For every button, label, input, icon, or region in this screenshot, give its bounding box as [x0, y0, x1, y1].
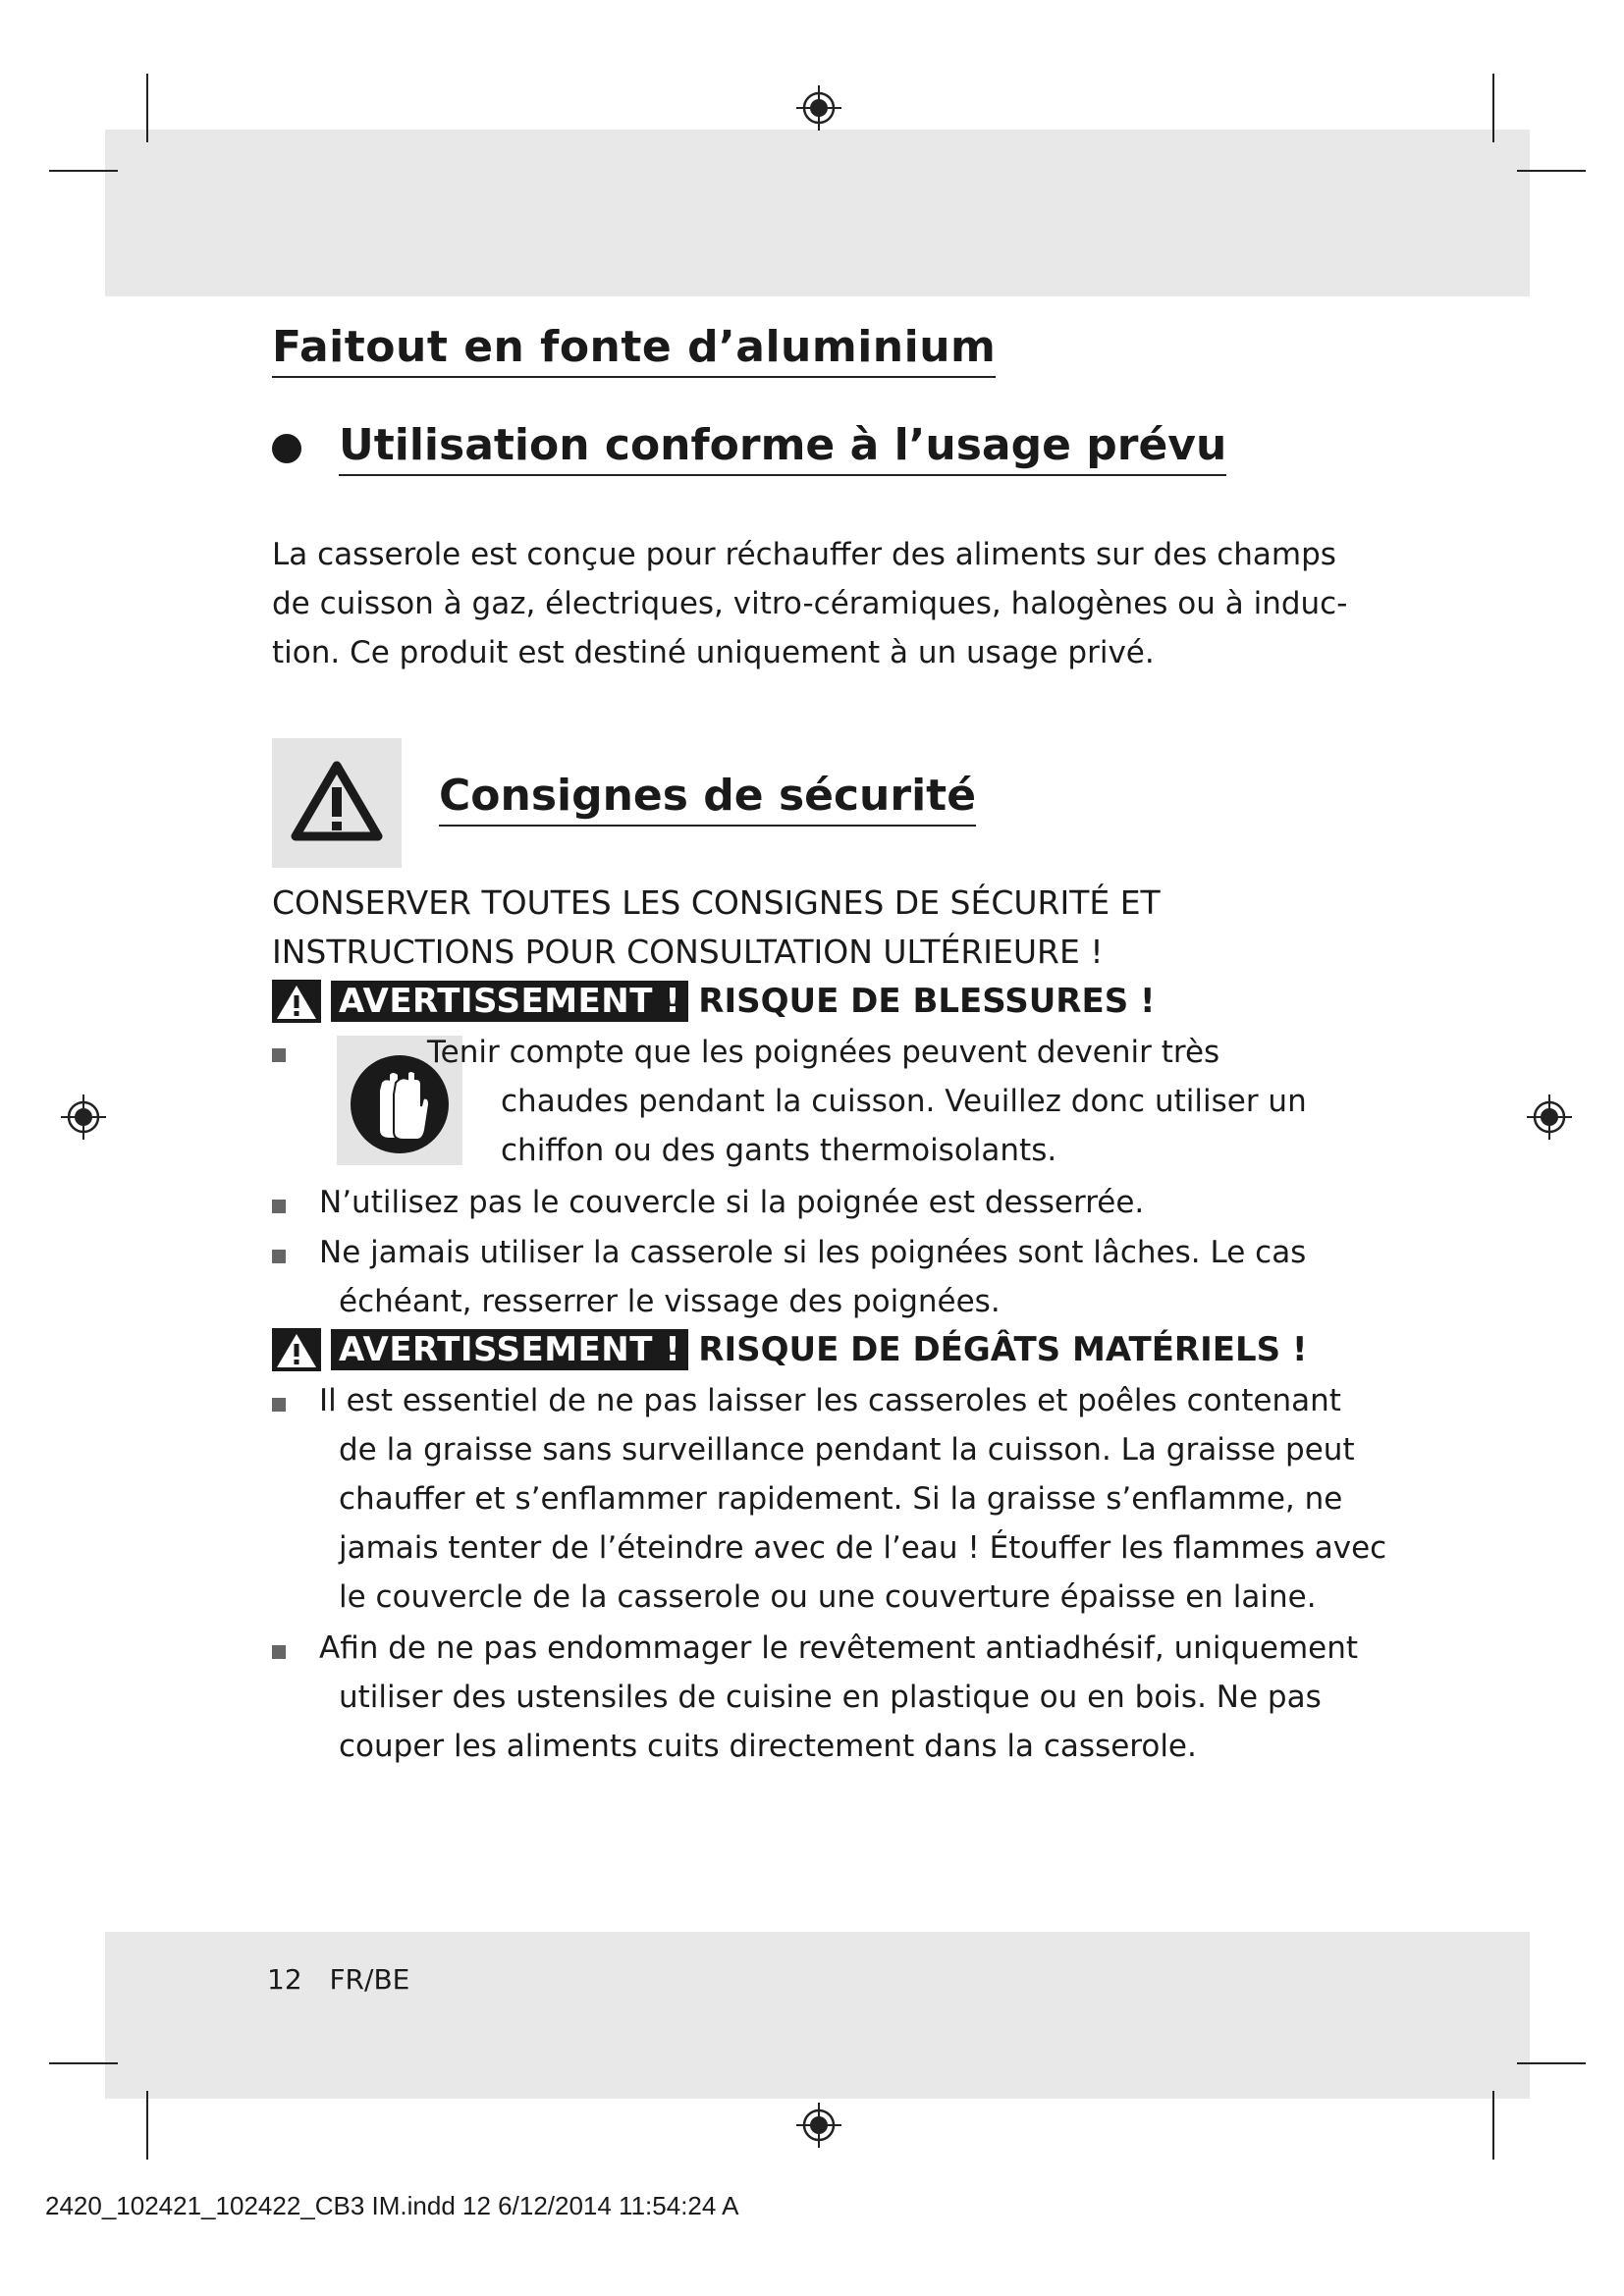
- page-locale: FR/BE: [329, 1963, 410, 1996]
- warning-triangle-icon: [272, 1328, 321, 1371]
- warning-triangle-icon: [272, 980, 321, 1023]
- bullet-line: couper les aliments cuits directement dans la casserole.: [339, 1729, 1197, 1764]
- bullet-line: chauffer et s’enflammer rapidement. Si la graisse s’enflamme, ne: [339, 1481, 1343, 1517]
- usage-heading-text: Utilisation conforme à l’usage prévu: [339, 420, 1226, 476]
- bullet-line: de la graisse sans surveillance pendant la cuisson. La graisse peut: [339, 1432, 1355, 1468]
- bullet-line: chaudes pendant la cuisson. Veuillez donc utiliser un: [501, 1084, 1307, 1119]
- bullet-line: le couvercle de la casserole ou une couverture épaisse en laine.: [339, 1579, 1317, 1615]
- bullet-dot-icon: [272, 434, 301, 463]
- page-number-value: 12: [267, 1963, 302, 1996]
- crop-mark: [1492, 2091, 1494, 2160]
- bullet-square-icon: [272, 1200, 286, 1213]
- usage-paragraph: [272, 530, 1381, 677]
- print-slug: 2420_102421_102422_CB3 IM.indd 12 6/12/2014 11:54:24 A: [45, 2191, 739, 2220]
- bullet-square-icon: [272, 1250, 286, 1263]
- crop-mark: [1517, 170, 1586, 172]
- header-band: [105, 130, 1530, 296]
- bullet-line: N’utilisez pas le couvercle si la poignée est desserrée.: [319, 1185, 1145, 1220]
- warning-injury: [272, 980, 1156, 1023]
- paragraph-line: La casserole est conçue pour réchauffer des aliments sur des champs: [272, 537, 1336, 572]
- registration-mark-icon: [1525, 1093, 1574, 1142]
- bullet-line: Ne jamais utiliser la casserole si les poignées sont lâches. Le cas: [319, 1235, 1307, 1270]
- crop-mark: [146, 2091, 148, 2160]
- bullet-line: Il est essentiel de ne pas laisser les casseroles et poêles contenant: [319, 1383, 1341, 1418]
- warning-badge: AVERTISSEMENT !: [331, 1329, 688, 1370]
- caps-line: INSTRUCTIONS POUR CONSULTATION ULTÉRIEURE !: [272, 933, 1104, 971]
- crop-mark: [146, 74, 148, 142]
- bullet-line: jamais tenter de l’éteindre avec de l’eau ! Étouffer les flammes avec: [339, 1530, 1387, 1566]
- bullet-square-icon: [272, 1398, 286, 1412]
- safety-heading: Consignes de sécurité: [439, 771, 976, 827]
- registration-mark-icon: [59, 1093, 108, 1142]
- paragraph-line: tion. Ce produit est destiné uniquement à un usage privé.: [272, 635, 1155, 670]
- crop-mark: [1492, 74, 1494, 142]
- registration-mark-icon: [794, 2101, 843, 2150]
- paragraph-line: de cuisson à gaz, électriques, vitro-céramiques, halogènes ou à induc-: [272, 586, 1348, 621]
- crop-mark: [49, 170, 118, 172]
- crop-mark: [1517, 2062, 1586, 2064]
- caps-line: CONSERVER TOUTES LES CONSIGNES DE SÉCURITÉ ET: [272, 883, 1161, 922]
- safety-caps-notice: [272, 879, 1161, 977]
- crop-mark: [49, 2062, 118, 2064]
- warning-material-damage: [272, 1328, 1307, 1371]
- usage-heading: [272, 420, 1226, 476]
- bullet-line: échéant, resserrer le vissage des poignées.: [339, 1284, 1001, 1319]
- bullet-line: Afin de ne pas endommager le revêtement antiadhésif, uniquement: [319, 1630, 1359, 1666]
- bullet-square-icon: [272, 1048, 286, 1062]
- bullet-line: chiffon ou des gants thermoisolants.: [501, 1133, 1057, 1168]
- bullet-square-icon: [272, 1645, 286, 1659]
- warning-badge: AVERTISSEMENT !: [331, 981, 688, 1022]
- page-number: [267, 1963, 409, 1996]
- warning-title: RISQUE DE DÉGÂTS MATÉRIELS !: [698, 1330, 1308, 1369]
- registration-mark-icon: [794, 83, 843, 133]
- warning-title: RISQUE DE BLESSURES !: [698, 982, 1156, 1021]
- footer-band: [105, 1932, 1530, 2099]
- bullet-line: utiliser des ustensiles de cuisine en plastique ou en bois. Ne pas: [339, 1680, 1322, 1715]
- bullet-line: Tenir compte que les poignées peuvent devenir très: [427, 1035, 1220, 1070]
- warning-triangle-icon: [272, 738, 402, 868]
- page-title: Faitout en fonte d’aluminium: [272, 322, 996, 378]
